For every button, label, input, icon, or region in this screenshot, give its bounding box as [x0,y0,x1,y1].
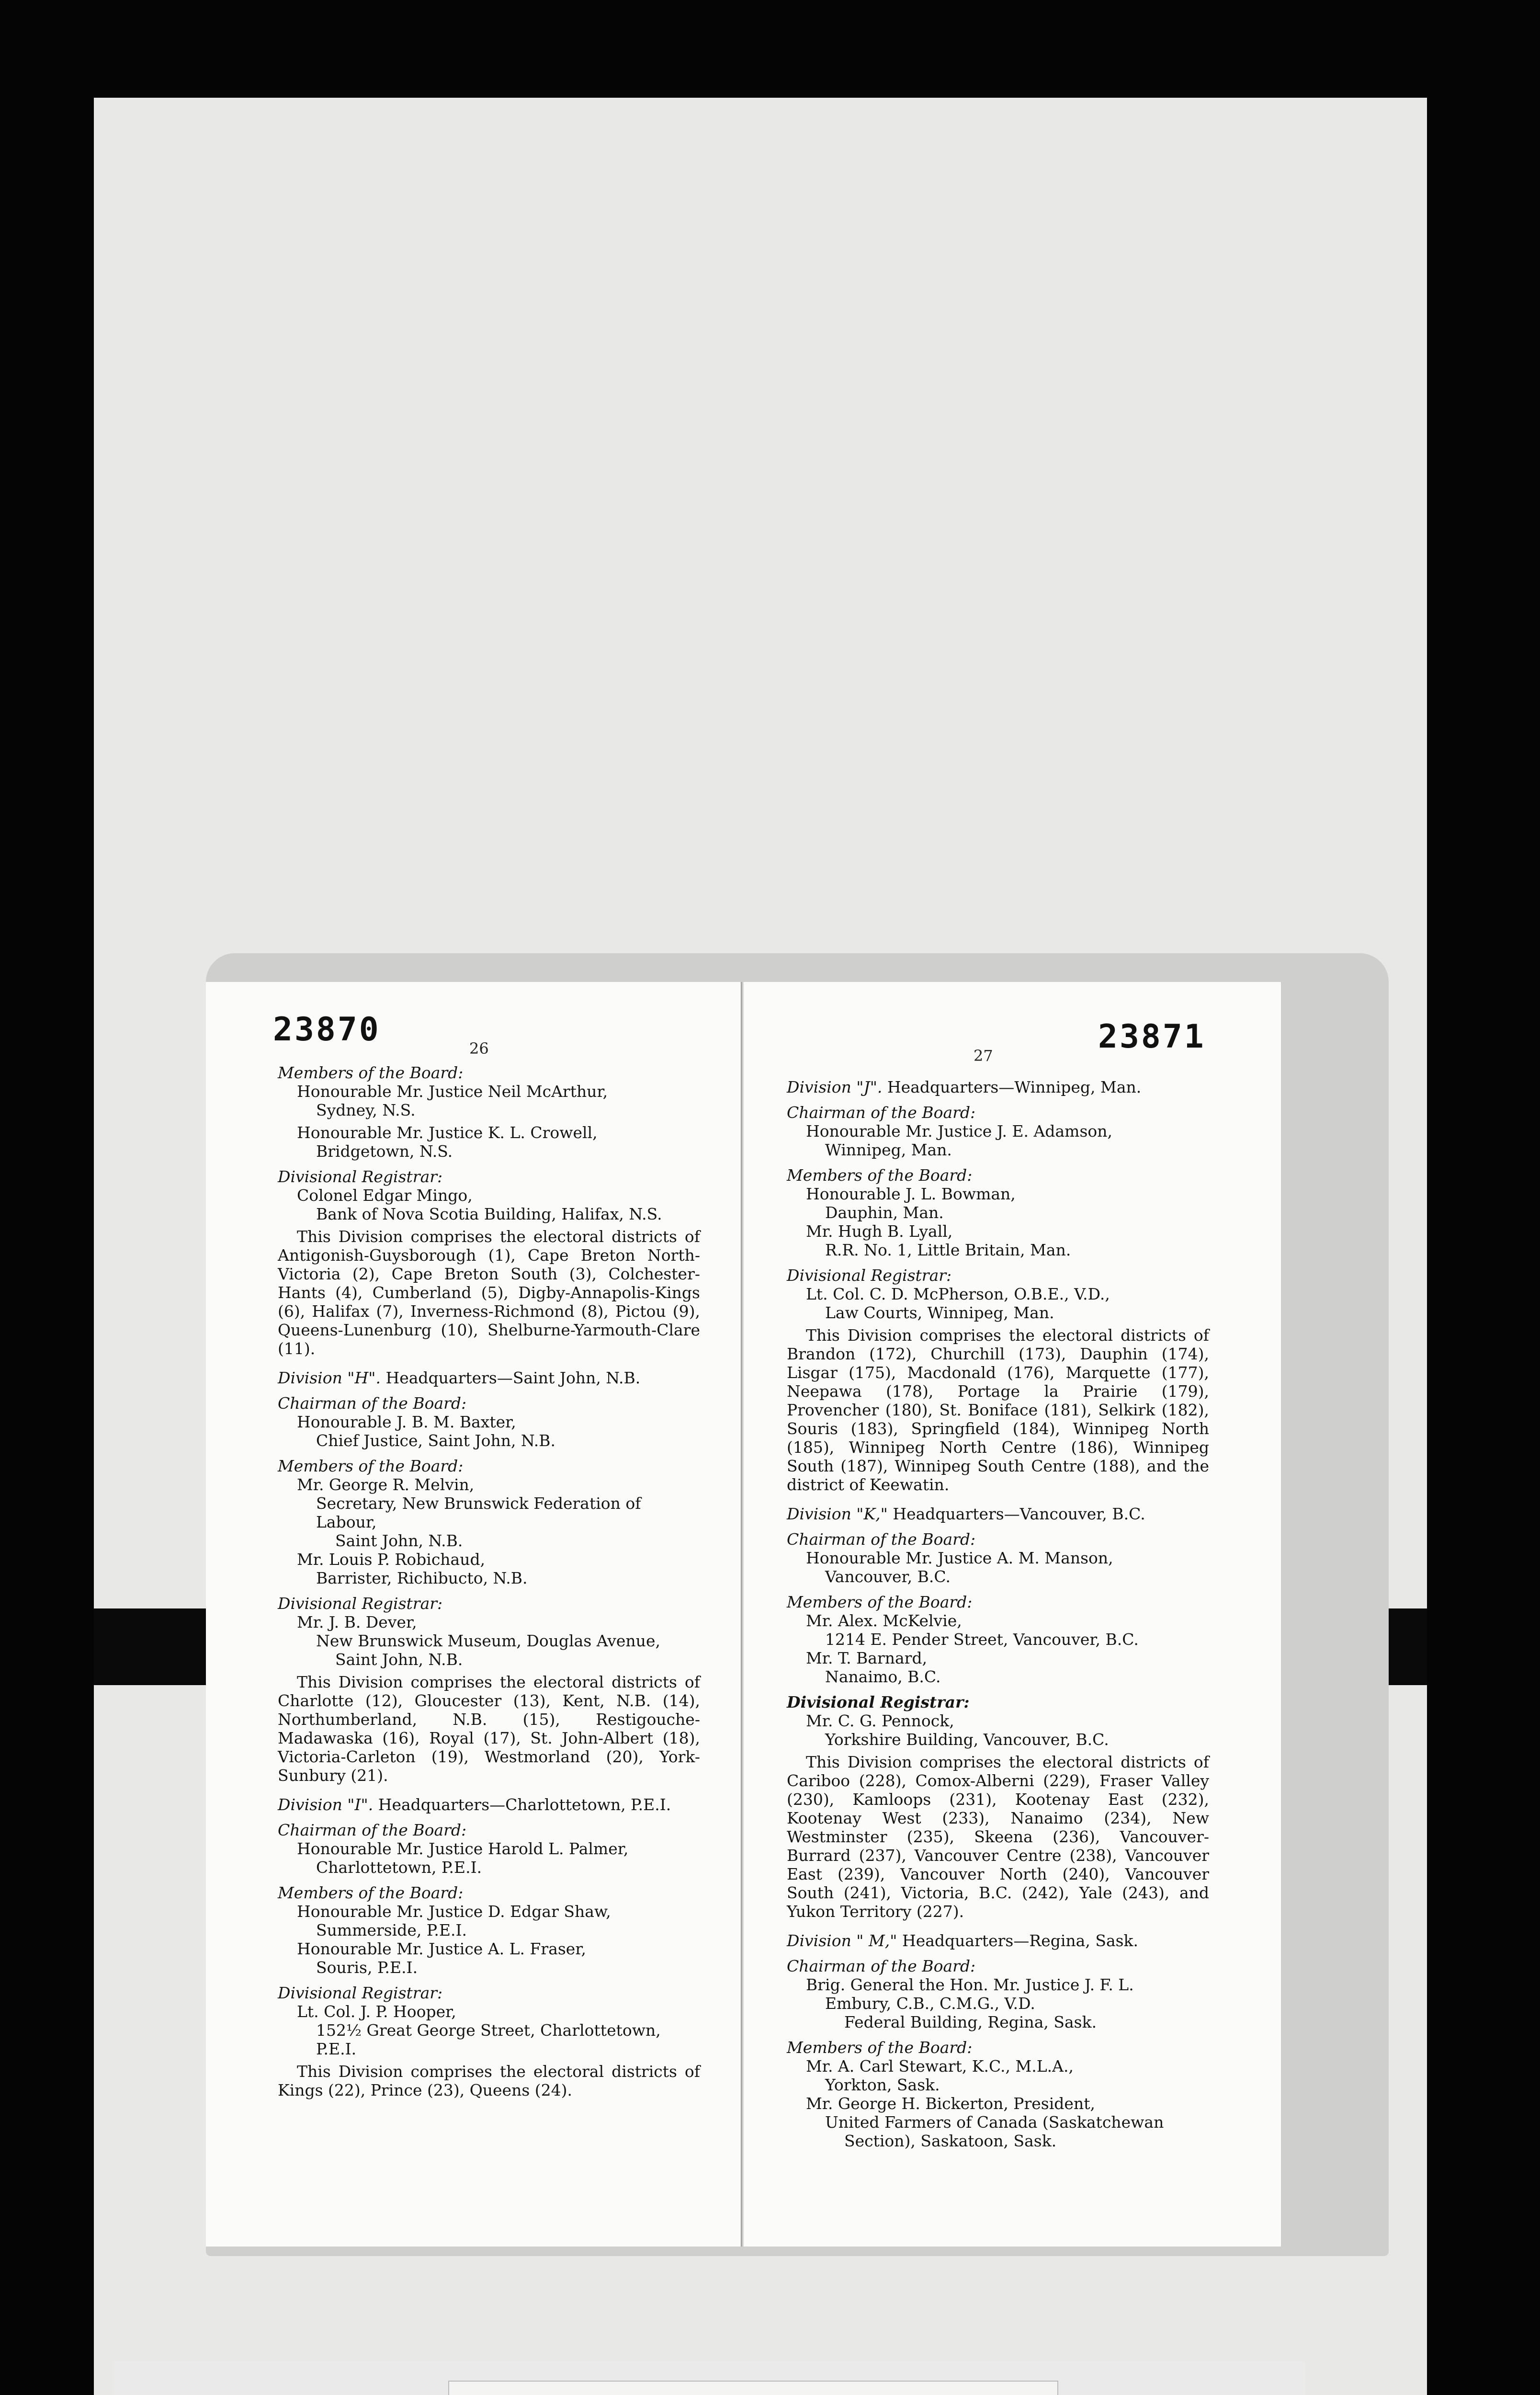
section-label: Members of the Board: [787,1593,973,1611]
districts-paragraph: This Division comprises the electoral districts of Kings (22), Prince (23), Queens (24). [278,2062,700,2099]
page-number: 26 [469,1039,489,1058]
member-name: Mr. Alex. McKelvie, [806,1611,962,1630]
member-address: Souris, P.E.I. [316,1958,418,1977]
registrar-name: Lt. Col. C. D. McPherson, O.B.E., V.D., [806,1285,1110,1303]
section-label: Divisional Registrar: [787,1693,970,1711]
member-name: Honourable Mr. Justice A. L. Fraser, [297,1939,586,1958]
registrar-address: Bank of Nova Scotia Building, Halifax, N.S. [316,1205,662,1223]
section-label: Chairman of the Board: [787,1530,976,1549]
division-headquarters: Headquarters—Regina, Sask. [902,1931,1139,1950]
chairman-name: Honourable Mr. Justice A. M. Manson, [806,1549,1113,1567]
chairman-address: Embury, C.B., C.M.G., V.D. [825,1994,1035,2013]
section-label: Divisional Registrar: [787,1266,952,1285]
chairman-name: Brig. General the Hon. Mr. Justice J. F. L. [806,1975,1134,1994]
member-name: Mr. George R. Melvin, [297,1475,475,1494]
division-heading [787,1078,1209,1096]
page-stamp-number: 23871 [1098,1018,1206,1056]
chairman-name: Honourable Mr. Justice J. E. Adamson, [806,1122,1113,1140]
section-label: Members of the Board: [278,1883,464,1902]
member-name: Honourable Mr. Justice K. L. Crowell, [297,1123,598,1142]
chairman-address: Federal Building, Regina, Sask. [844,2013,1097,2031]
member-name: Mr. Hugh B. Lyall, [806,1222,953,1241]
section-label: Chairman of the Board: [278,1821,467,1839]
division-headquarters: Headquarters—Saint John, N.B. [385,1369,641,1387]
section-label: Divisional Registrar: [278,1984,443,2002]
section-label: Members of the Board: [278,1063,464,1082]
districts-paragraph: This Division comprises the electoral districts of Brandon (172), Churchill (173), Dauphin (174), Lisgar (175), Macdonald (176), Marquette (177), Neepawa (178), Portage la Prairie (179), Provencher (180), St. Boniface (181), Selkirk (182), Souris (183), Springfield (184), Winnipeg North (185), Winnipeg North Centre (186), Winnipeg South (187), Winnipeg South Centre (188), and the district of Keewatin. [787,1326,1209,1494]
division-headquarters: Headquarters—Vancouver, B.C. [893,1505,1145,1523]
member-name: Mr. George H. Bickerton, President, [806,2094,1095,2113]
division-headquarters: Headquarters—Charlottetown, P.E.I. [378,1795,671,1814]
member-address: Sydney, N.S. [316,1101,416,1119]
member-address: Bridgetown, N.S. [316,1142,453,1161]
division-title: Division "J". [787,1078,883,1096]
registrar-name: Lt. Col. J. P. Hooper, [297,2002,456,2021]
section-label: Chairman of the Board: [787,1103,976,1122]
member-name: Mr. T. Barnard, [806,1649,928,1667]
member-address: Section), Saskatoon, Sask. [844,2132,1057,2150]
registrar-address: Saint John, N.B. [335,1650,463,1669]
chairman-address: Charlottetown, P.E.I. [316,1858,482,1877]
member-name: Mr. A. Carl Stewart, K.C., M.L.A., [806,2057,1074,2076]
member-address: Yorkton, Sask. [825,2076,940,2094]
registrar-name: Mr. J. B. Dever, [297,1613,417,1631]
page-text [278,1063,700,2099]
member-name: Mr. Louis P. Robichaud, [297,1550,486,1569]
member-address: R.R. No. 1, Little Britain, Man. [825,1241,1071,1259]
districts-paragraph: This Division comprises the electoral districts of Charlotte (12), Gloucester (13), Kent, N.B. (14), Northumberland, N.B. (15), Restigouche-Madawaska (16), Royal (17), St. John-Albert (18), Victoria-Carleton (19), Westmorland (20), York-Sunbury (21). [278,1673,700,1785]
division-heading [278,1795,700,1814]
member-name: Honourable Mr. Justice Neil McArthur, [297,1082,608,1101]
division-title: Division "K," [787,1505,888,1523]
page-number: 27 [974,1047,993,1065]
districts-paragraph: This Division comprises the electoral districts of Cariboo (228), Comox-Alberni (229), Fraser Valley (230), Kamloops (231), Kootenay East (232), Kootenay West (233), Nanaimo (234), New Westminster (235), Skeena (236), Vancouver-Burrard (237), Vancouver Centre (238), Vancouver East (239), Vancouver North (240), Vancouver South (241), Victoria, B.C. (242), Yale (243), and Yukon Territory (227). [787,1753,1209,1921]
page-text [787,1078,1209,2150]
page-stamp-number: 23870 [273,1011,381,1049]
registrar-address: 152½ Great George Street, Charlottetown, P.E.I. [316,2021,661,2058]
chairman-address: Chief Justice, Saint John, N.B. [316,1431,555,1450]
chairman-name: Honourable J. B. M. Baxter, [297,1413,516,1431]
collection-card [448,2381,1058,2395]
chairman-name: Honourable Mr. Justice Harold L. Palmer, [297,1839,629,1858]
member-address: Barrister, Richibucto, N.B. [316,1569,528,1587]
registrar-name: Mr. C. G. Pennock, [806,1711,954,1730]
section-label: Members of the Board: [787,2038,973,2057]
section-label: Members of the Board: [278,1457,464,1475]
section-label: Divisional Registrar: [278,1167,443,1186]
member-address: 1214 E. Pender Street, Vancouver, B.C. [825,1630,1139,1649]
registrar-address: Yorkshire Building, Vancouver, B.C. [825,1730,1109,1749]
right-page [744,982,1281,2247]
registrar-name: Colonel Edgar Mingo, [297,1186,473,1205]
division-title: Division "H". [278,1369,381,1387]
member-address: Summerside, P.E.I. [316,1921,467,1939]
division-heading [787,1931,1209,1950]
left-page [206,982,742,2247]
section-label: Divisional Registrar: [278,1594,443,1613]
division-headquarters: Headquarters—Winnipeg, Man. [887,1078,1142,1096]
division-heading [278,1369,700,1387]
section-label: Chairman of the Board: [787,1957,976,1975]
member-address: United Farmers of Canada (Saskatchewan [825,2113,1164,2132]
member-address: Saint John, N.B. [335,1531,463,1550]
districts-paragraph: This Division comprises the electoral districts of Antigonish-Guysborough (1), Cape Breton North-Victoria (2), Cape Breton South (3), Colchester-Hants (4), Cumberland (5), Digby-Annapolis-Kings (6), Halifax (7), Inverness-Richmond (8), Pictou (9), Queens-Lunenburg (10), Shelburne-Yarmouth-Clare (11). [278,1227,700,1358]
member-name: Honourable Mr. Justice D. Edgar Shaw, [297,1902,611,1921]
chairman-address: Vancouver, B.C. [825,1567,951,1586]
registrar-address: New Brunswick Museum, Douglas Avenue, [316,1631,660,1650]
member-address: Secretary, New Brunswick Federation of Labour, [316,1494,641,1531]
member-name: Honourable J. L. Bowman, [806,1185,1016,1203]
section-label: Chairman of the Board: [278,1394,467,1413]
division-title: Division " M," [787,1931,897,1950]
chairman-address: Winnipeg, Man. [825,1140,952,1159]
division-heading [787,1505,1209,1523]
division-title: Division "I". [278,1795,374,1814]
member-address: Nanaimo, B.C. [825,1667,941,1686]
member-address: Dauphin, Man. [825,1203,944,1222]
section-label: Members of the Board: [787,1166,973,1185]
registrar-address: Law Courts, Winnipeg, Man. [825,1303,1054,1322]
